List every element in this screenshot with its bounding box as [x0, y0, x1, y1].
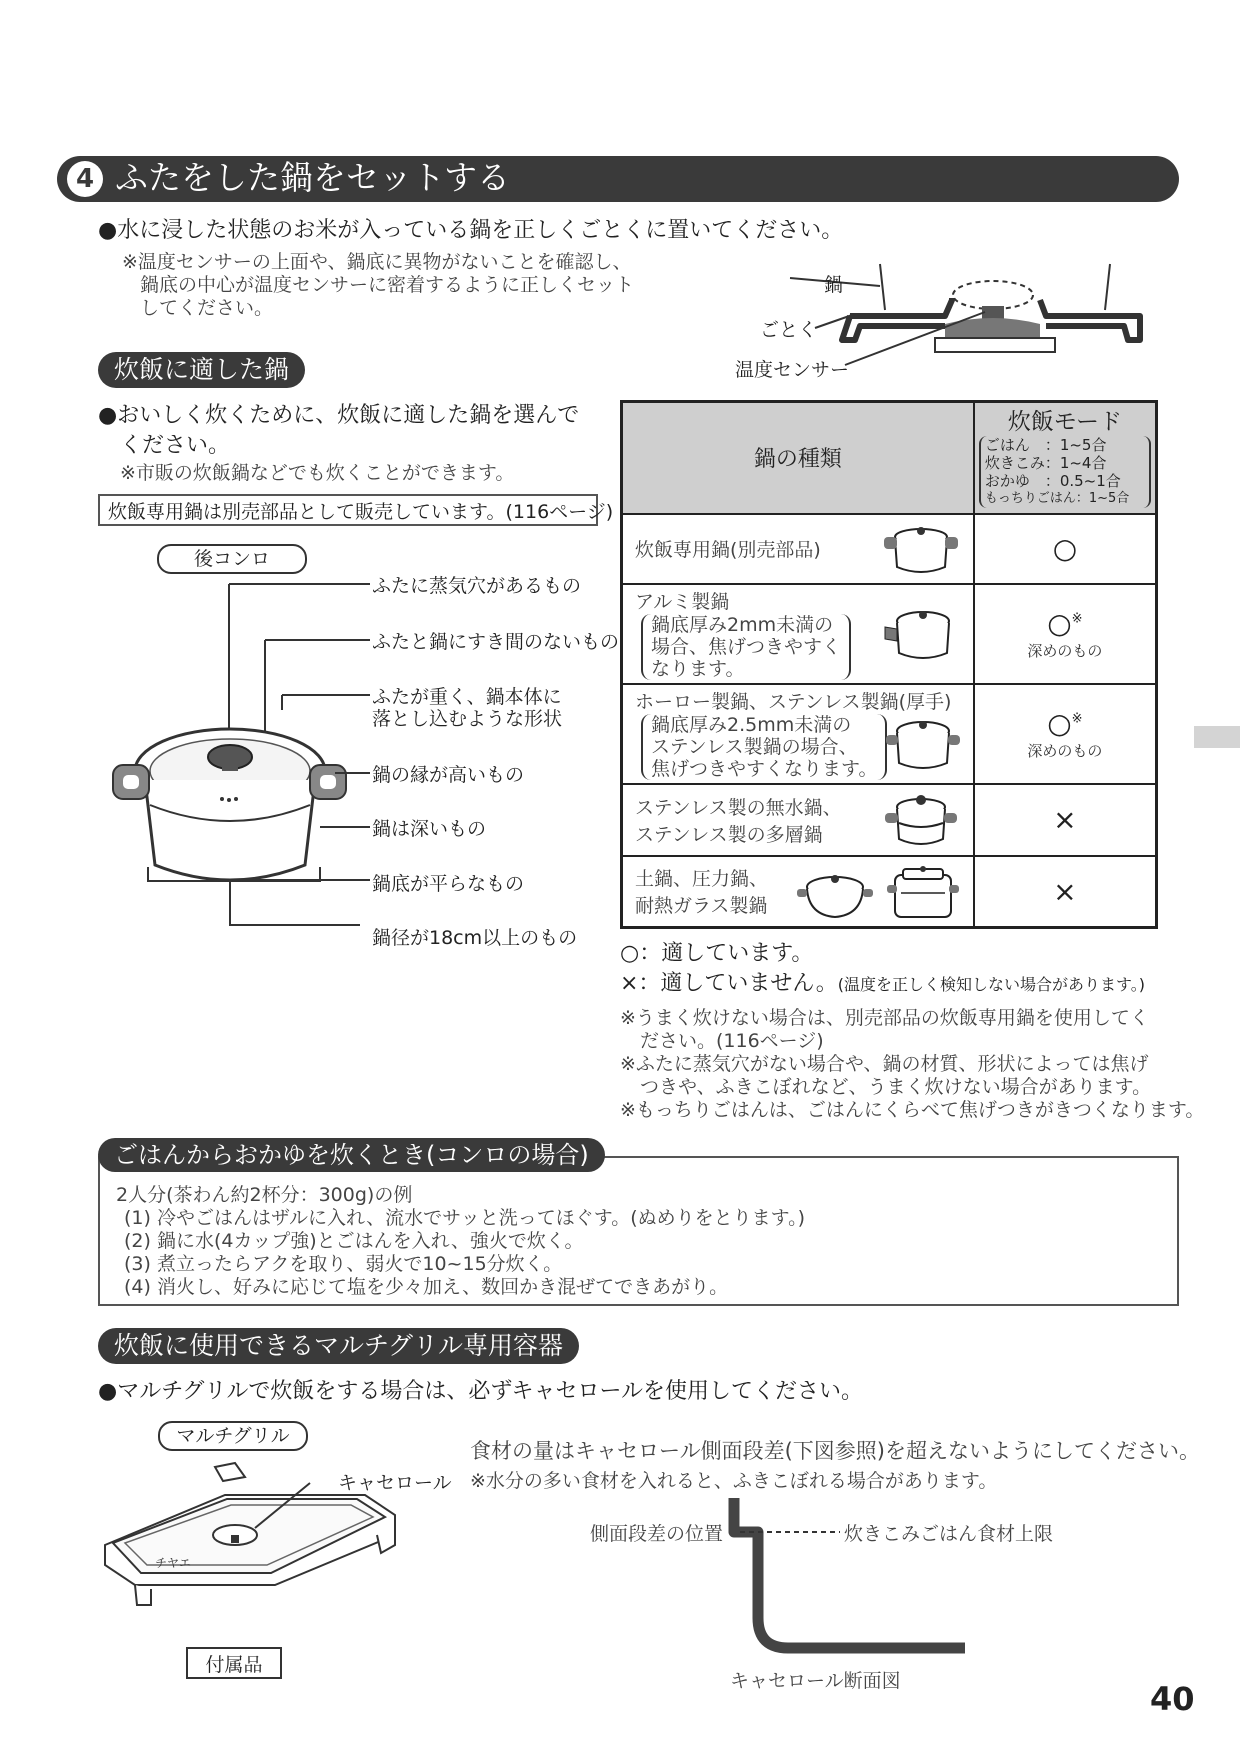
burner-tag	[157, 544, 307, 574]
feature-heavy-lid-2: 落とし込むような形状	[372, 708, 563, 730]
porridge-step-4: (4) 消火し、好みに応じて塩を少々加え、数回かき混ぜてできあがり。	[124, 1276, 729, 1298]
table-note-1: ※うまく炊けない場合は、別売部品の炊飯専用鍋を使用してく	[620, 1007, 1149, 1029]
table-row	[622, 684, 1157, 784]
suitable-pot-heading: 炊飯に適した鍋	[98, 352, 305, 388]
table-note-3: ※ふたに蒸気穴がない場合や、鍋の材質、形状によっては焦げ	[620, 1053, 1149, 1075]
mode-rice: ごはん ：1~5合	[984, 435, 1107, 454]
feature-deep: 鍋は深いもの	[372, 818, 487, 840]
suitable-pot-note: ※市販の炊飯鍋などでも炊くことができます。	[120, 462, 515, 484]
row-2-paren	[641, 614, 851, 680]
table-note-5: ※もっちりごはんは、ごはんにくらべて焦げつきがきつくなります。	[620, 1099, 1205, 1121]
sold-separately-box	[98, 494, 614, 526]
sensor-head	[982, 306, 1004, 320]
intro-bullet: ●水に浸した状態のお米が入っている鍋を正しくごとくに置いてください。	[98, 218, 844, 243]
row-2-note-2: 場合、焦げつきやすく	[651, 636, 842, 658]
row-3-paren	[641, 714, 887, 780]
table-row	[622, 856, 1157, 928]
feature-diameter: 鍋径が18cm以上のもの	[372, 927, 578, 949]
step-number-badge	[67, 161, 103, 197]
porridge-step-3: (3) 煮立ったらアクを取り、弱火で10~15分炊く。	[124, 1253, 563, 1275]
multigrill-tag-text: マルチグリル	[176, 1425, 290, 1447]
pot-walls	[880, 264, 1110, 310]
multigrill-tag	[158, 1421, 308, 1451]
row-1-type: 炊飯専用鍋(別売部品)	[635, 539, 821, 561]
accessory-text: 付属品	[205, 1654, 263, 1676]
stainless-pot-icon	[881, 791, 961, 851]
row-5-type-1: 土鍋、圧力鍋、	[635, 868, 769, 891]
col-header-type	[622, 402, 974, 514]
feature-steam-hole: ふたに蒸気穴があるもの	[372, 575, 582, 597]
porridge-step-2: (2) 鍋に水(4カップ強)とごはんを入れ、強火で炊く。	[124, 1230, 584, 1252]
rice-pot-icon	[881, 523, 961, 577]
table-note-2: ださい。(116ページ)	[640, 1030, 824, 1052]
feature-flat-bottom: 鍋底が平らなもの	[372, 873, 525, 895]
legend-ok: ○：適しています。	[620, 941, 814, 966]
burner-base	[935, 338, 1055, 352]
row-3-note-1: 鍋底厚み2.5mm未満の	[651, 714, 852, 736]
enamel-pot-icon	[883, 715, 963, 775]
row-2-mark: ○	[1047, 606, 1072, 640]
mode-list	[979, 436, 1151, 508]
suitable-pot-bullet-2: ください。	[120, 433, 231, 458]
feature-leaders	[225, 575, 375, 945]
table-row	[622, 784, 1157, 856]
mode-mixed: 炊きこみ：1~4合	[984, 453, 1107, 472]
row-5-mark: ×	[1053, 874, 1077, 908]
row-4-mark: ×	[1053, 803, 1077, 836]
row-2-sub: 深めのもの	[1027, 641, 1103, 660]
multigrill-heading: 炊飯に使用できるマルチグリル専用容器	[98, 1328, 579, 1364]
legend-ng-line	[620, 966, 1145, 997]
row-3-mark-note: ※	[1071, 711, 1083, 727]
row-3-sub: 深めのもの	[1027, 741, 1103, 760]
casserole-illustration	[95, 1455, 415, 1615]
col-header-mode-title: 炊飯モード	[1007, 408, 1122, 435]
table-row	[622, 584, 1157, 684]
side-tab-marker	[1194, 726, 1240, 748]
trivet-left	[842, 298, 952, 340]
intro-note-2: 鍋底の中心が温度センサーに密着するように正しくセット	[140, 274, 635, 296]
col-header-mode	[974, 402, 1157, 514]
row-4-type-2: ステンレス製の多層鍋	[635, 823, 823, 846]
intro-note-3: してください。	[140, 297, 274, 319]
porridge-heading: ごはんからおかゆを炊くとき(コンロの場合)	[98, 1138, 605, 1172]
page-number: 40	[1150, 1680, 1195, 1718]
porridge-line-0: 2人分(茶わん約2杯分：300g)の例	[116, 1184, 413, 1206]
row-3-note-3: 焦げつきやすくなります。	[651, 758, 878, 780]
pot-type-table	[620, 400, 1158, 929]
row-5-type-2: 耐熱ガラス製鍋	[635, 895, 768, 918]
sensor-label: 温度センサー	[735, 359, 850, 381]
trivet-right	[1040, 300, 1140, 340]
aluminum-pot-icon	[881, 605, 961, 665]
lid-mark: チヤエ	[155, 1556, 192, 1570]
row-3-note-2: ステンレス製鍋の場合、	[651, 736, 858, 758]
row-3-type: ホーロー製鍋、ステンレス製鍋(厚手)	[635, 691, 952, 713]
clay-and-glass-pot-icon	[795, 863, 965, 923]
pot-label: 鍋	[824, 274, 844, 296]
intro-note-1: ※温度センサーの上面や、鍋底に異物がないことを確認し、	[122, 251, 632, 273]
accessory-box	[186, 1647, 282, 1679]
section-title: ふたをした鍋をセットする	[115, 158, 511, 197]
legend-ng: ×：適していません。	[620, 971, 838, 996]
trivet-label: ごとく	[760, 319, 818, 341]
step-number: 4	[75, 164, 95, 194]
col-header-type-text: 鍋の種類	[753, 447, 842, 473]
table-row	[622, 514, 1157, 584]
limit-label: 炊きこみごはん食材上限	[844, 1523, 1054, 1545]
row-4-type-1: ステンレス製の無水鍋、	[635, 796, 842, 819]
burner-tag-text: 後コンロ	[193, 548, 270, 570]
multigrill-note: ※水分の多い食材を入れると、ふきこぼれる場合があります。	[470, 1470, 998, 1492]
multigrill-bullet: ●マルチグリルで炊飯をする場合は、必ずキャセロールを使用してください。	[98, 1379, 863, 1404]
mode-porridge: おかゆ ：0.5~1合	[984, 471, 1121, 490]
row-2-mark-note: ※	[1071, 611, 1083, 627]
row-1-mark: ○	[1052, 532, 1078, 565]
legend-ng-small: (温度を正しく検知しない場合があります。)	[837, 975, 1145, 994]
feature-no-gap: ふたと鍋にすき間のないもの	[372, 631, 620, 653]
mode-chewy: もっちりごはん：1~5合	[984, 490, 1130, 506]
row-2-note-1: 鍋底厚み2mm未満の	[651, 614, 834, 636]
row-3-mark: ○	[1047, 706, 1072, 740]
multigrill-main-text: 食材の量はキャセロール側面段差(下図参照)を超えないようにしてください。	[470, 1439, 1200, 1463]
section-header-bar	[57, 156, 1179, 202]
casserole-label: キャセロール	[338, 1472, 452, 1494]
feature-heavy-lid-1: ふたが重く、鍋本体に	[372, 686, 562, 708]
feature-high-rim: 鍋の縁が高いもの	[372, 764, 525, 786]
sensor-circle-dashed	[953, 281, 1033, 309]
step-label: 側面段差の位置	[590, 1523, 724, 1545]
sold-separately-text: 炊飯専用鍋は別売部品として販売しています。(116ページ)	[108, 501, 614, 523]
table-note-4: つきや、ふきこぼれなど、うまく炊けない場合があります。	[640, 1076, 1152, 1098]
section-label: キャセロール断面図	[730, 1670, 901, 1692]
porridge-step-1: (1) 冷やごはんはザルに入れ、流水でサッと洗ってほぐす。(ぬめりをとります。)	[124, 1207, 806, 1229]
suitable-pot-bullet-1: ●おいしく炊くために、炊飯に適した鍋を選んで	[98, 403, 580, 428]
row-2-note-3: なります。	[651, 658, 745, 680]
row-2-type: アルミ製鍋	[635, 591, 730, 613]
